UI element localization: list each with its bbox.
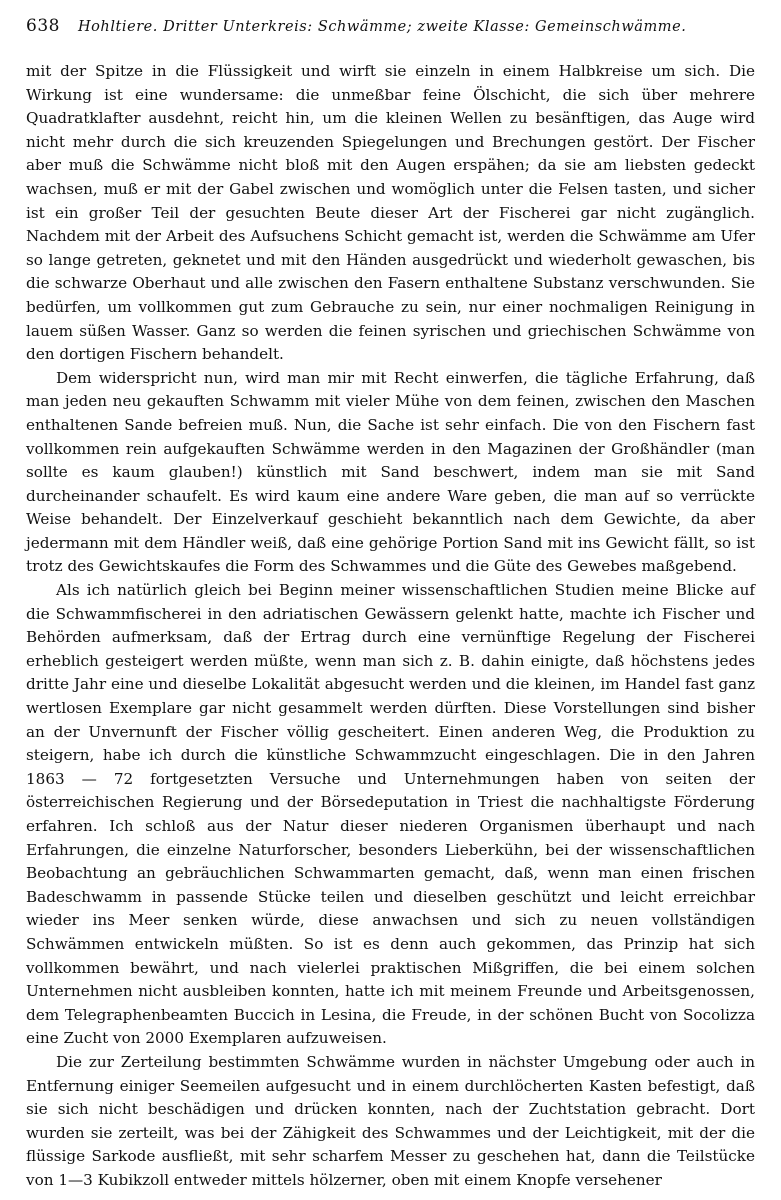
paragraph-2: Dem widerspricht nun, wird man mir mit Recht einwerfen, die tägliche Erfahrung, daß man jeden neu gekauften Schwamm mit vieler Mühe von dem feinen, zwischen den Maschen enthaltenen Sande befreien muß. Nun, die Sache ist sehr einfach. Die von den Fischern fast vollkommen rein aufgekauften Schwämme werden in den Magazinen der Großhändler (man sollte es kaum glauben!) künstlich mit Sand beschwert, indem man sie mit Sand durcheinander schaufelt. Es wird kaum eine andere Ware geben, die man auf so verrückte Weise behandelt. Der Einzelverkauf geschieht bekanntlich nach dem Gewichte, da aber jedermann mit dem Händler weiß, daß eine gehörige Portion Sand mit ins Gewicht fällt, so ist trotz des Gewichtskaufes die Form des Schwammes und die Güte des Gewebes maßgebend.	[26, 368, 755, 576]
page-number: 638	[26, 16, 60, 36]
paragraph-4: Die zur Zerteilung bestimmten Schwämme wurden in nächster Umgebung oder auch in Entfernung einiger Seemeilen aufgesucht und in einem durchlöcherten Kasten befestigt, daß sie sich nicht beschädigen und drücken konnten, nach der Zuchtstation gebracht. Dort wurden sie zerteilt, was bei der Zähigkeit des Schwammes und der Leichtigkeit, mit der die flüssige Sarkode ausfließt, mit sehr scharfem Messer zu geschehen hat, dann die Teilstücke von 1—3 Kubikzoll entweder mittels hölzerner, oben mit einem Knopfe versehener	[26, 1052, 755, 1189]
page-header	[26, 16, 755, 46]
paragraph-1: mit der Spitze in die Flüssigkeit und wirft sie einzeln in einem Halbkreise um sich. Die Wirkung ist eine wundersame: die unmeßbar feine Ölschicht, die sich über mehrere Quadratklafter ausdehnt, reicht hin, um die kleinen Wellen zu besänftigen, das Auge wird nicht mehr durch die sich kreuzenden Spiegelungen und Brechungen gestört. Der Fischer aber muß die Schwämme nicht bloß mit den Augen erspähen; da sie am liebsten gedeckt wachsen, muß er mit der Gabel zwischen und womöglich unter die Felsen tasten, und sicher ist ein großer Teil der gesuchten Beute dieser Art der Fischerei gar nicht zugänglich. Nachdem mit der Arbeit des Aufsuchens Schicht gemacht ist, werden die Schwämme am Ufer so lange getreten, geknetet und mit den Händen ausgedrückt und wiederholt gewaschen, bis die schwarze Oberhaut und alle zwischen den Fasern enthaltene Substanz verschwunden. Sie bedürfen, um vollkommen gut zum Gebrauche zu sein, nur einer nochmaligen Reinigung in lauem süßen Wasser. Ganz so werden die feinen syrischen und griechischen Schwämme von den dortigen Fischern behandelt.	[26, 62, 755, 364]
paragraph-3: Als ich natürlich gleich bei Beginn meiner wissenschaftlichen Studien meine Blicke auf die Schwammfischerei in den adriatischen Gewässern gelenkt hatte, machte ich Fischer und Behörden aufmerksam, daß der Ertrag durch eine vernünftige Regelung der Fischerei erheblich gesteigert werden müßte, wenn man sich z. B. dahin einigte, daß höchstens jedes dritte Jahr eine und dieselbe Lokalität abgesucht werden und die kleinen, im Handel fast ganz wertlosen Exemplare gar nicht gesammelt werden dürften. Diese Vorstellungen sind bisher an der Unvernunft der Fischer völlig gescheitert. Einen anderen Weg, die Produktion zu steigern, habe ich durch die künstliche Schwammzucht eingeschlagen. Die in den Jahren 1863 — 72 fortgesetzten Versuche und Unternehmungen haben von seiten der österreichischen Regierung und der Börsedeputation in Triest die nachhaltigste Förderung erfahren. Ich schloß aus der Natur dieser niederen Organismen überhaupt und nach Erfahrungen, die einzelne Naturforscher, besonders Lieberkühn, bei der wissenschaftlichen Beobachtung an gebräuchlichen Schwammarten gemacht, daß, wenn man einen frischen Badeschwamm in passende Stücke teilen und dieselben geschützt und leicht erreichbar wieder ins Meer senken würde, diese anwachsen und sich zu neuen vollständigen Schwämmen entwickeln müßten. So ist es denn auch gekommen, das Prinzip hat sich vollkommen bewährt, und nach vielerlei praktischen Mißgriffen, die bei einem solchen Unternehmen nicht ausbleiben konnten, hatte ich mit meinem Freunde und Arbeitsgenossen, dem Telegraphenbeamten Buccich in Lesina, die Freude, in der schönen Bucht von Socolizza eine Zucht von 2000 Exemplaren aufzuweisen.	[26, 581, 755, 1048]
body-text	[26, 60, 755, 1193]
running-head: Hohltiere. Dritter Unterkreis: Schwämme; zweite Klasse: Gemeinschwämme.	[77, 19, 687, 35]
